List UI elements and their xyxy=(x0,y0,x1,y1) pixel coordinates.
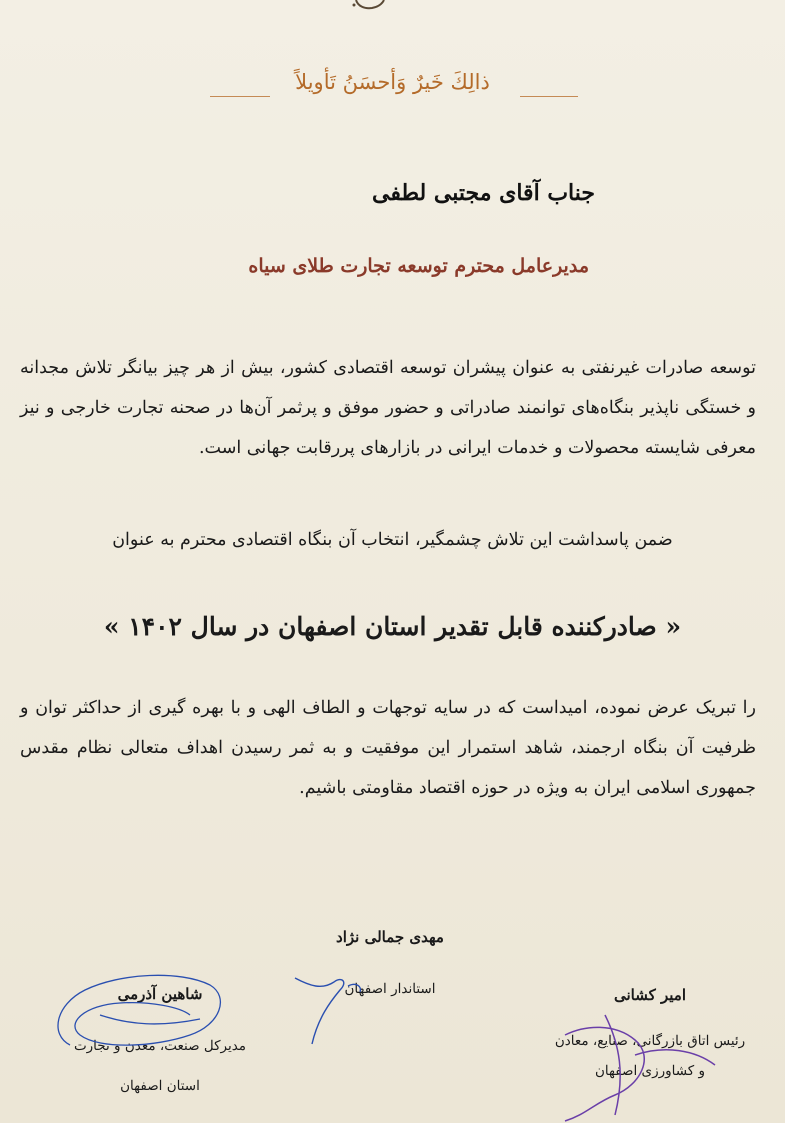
signatory-role-chamber-line1: رئیس اتاق بازرگانی، صنایع، معادن xyxy=(554,1033,746,1049)
signatory-name-industry: شاهین آذرمی xyxy=(117,985,203,1003)
verse-heading: ذالِكَ خَيرٌ وَأحسَنُ تَأويلاً xyxy=(295,70,490,94)
signatory-name-governor: مهدی جمالی نژاد xyxy=(336,928,444,946)
signatory-role-governor: استاندار اصفهان xyxy=(344,981,436,997)
verse-rule-left xyxy=(210,96,270,97)
body-paragraph-3: را تبریک عرض نموده، امیداست که در سایه توجهات و الطاف الهی و با بهره گیری از حداکثر توان و ظرفیت آن بنگاه ارجمند، شاهد استمرار این موفقیت و به ثمر رسیدن اهداف متعالی نظام مقدس جمهوری اسلامی ایران به ویژه در حوزه اقتصاد مقاومتی باشیم. xyxy=(20,698,756,798)
award-title: « صادرکننده قابل تقدیر استان اصفهان در سال ۱۴۰۲ » xyxy=(103,612,682,641)
body-paragraph-1: توسعه صادرات غیرنفتی به عنوان پیشران توسعه اقتصادی کشور، بیش از هر چیز بیانگر تلاش مجدانه و خستگی ناپذیر بنگاه‌های توانمند صادراتی و حضور موفق و پرثمر آن‌ها در صحنه تجارت خارجی و نیز معرفی شایسته محصولات و خدمات ایرانی در بازارهای پررقابت جهانی است. xyxy=(20,358,756,458)
signature-block-chamber xyxy=(540,986,760,1086)
recipient-salutation: جناب آقای مجتبی لطفی xyxy=(372,180,595,206)
signature-block-industry xyxy=(60,985,260,1101)
emblem-fragment-icon xyxy=(350,0,390,12)
signatory-role-industry-line1: مدیرکل صنعت، معدن و تجارت xyxy=(73,1038,247,1054)
signatory-role-industry-line2: استان اصفهان xyxy=(120,1078,200,1094)
signatory-name-chamber: امیر کشانی xyxy=(614,986,686,1004)
recipient-position: مدیرعامل محترم توسعه تجارت طلای سیاه xyxy=(248,255,589,277)
body-paragraph-2: ضمن پاسداشت این تلاش چشمگیر، انتخاب آن بنگاه اقتصادی محترم به عنوان xyxy=(112,530,673,550)
signature-block-governor xyxy=(300,928,480,1004)
signatory-role-chamber-line2: و کشاورزی اصفهان xyxy=(594,1063,706,1079)
verse-rule-right xyxy=(520,96,578,97)
